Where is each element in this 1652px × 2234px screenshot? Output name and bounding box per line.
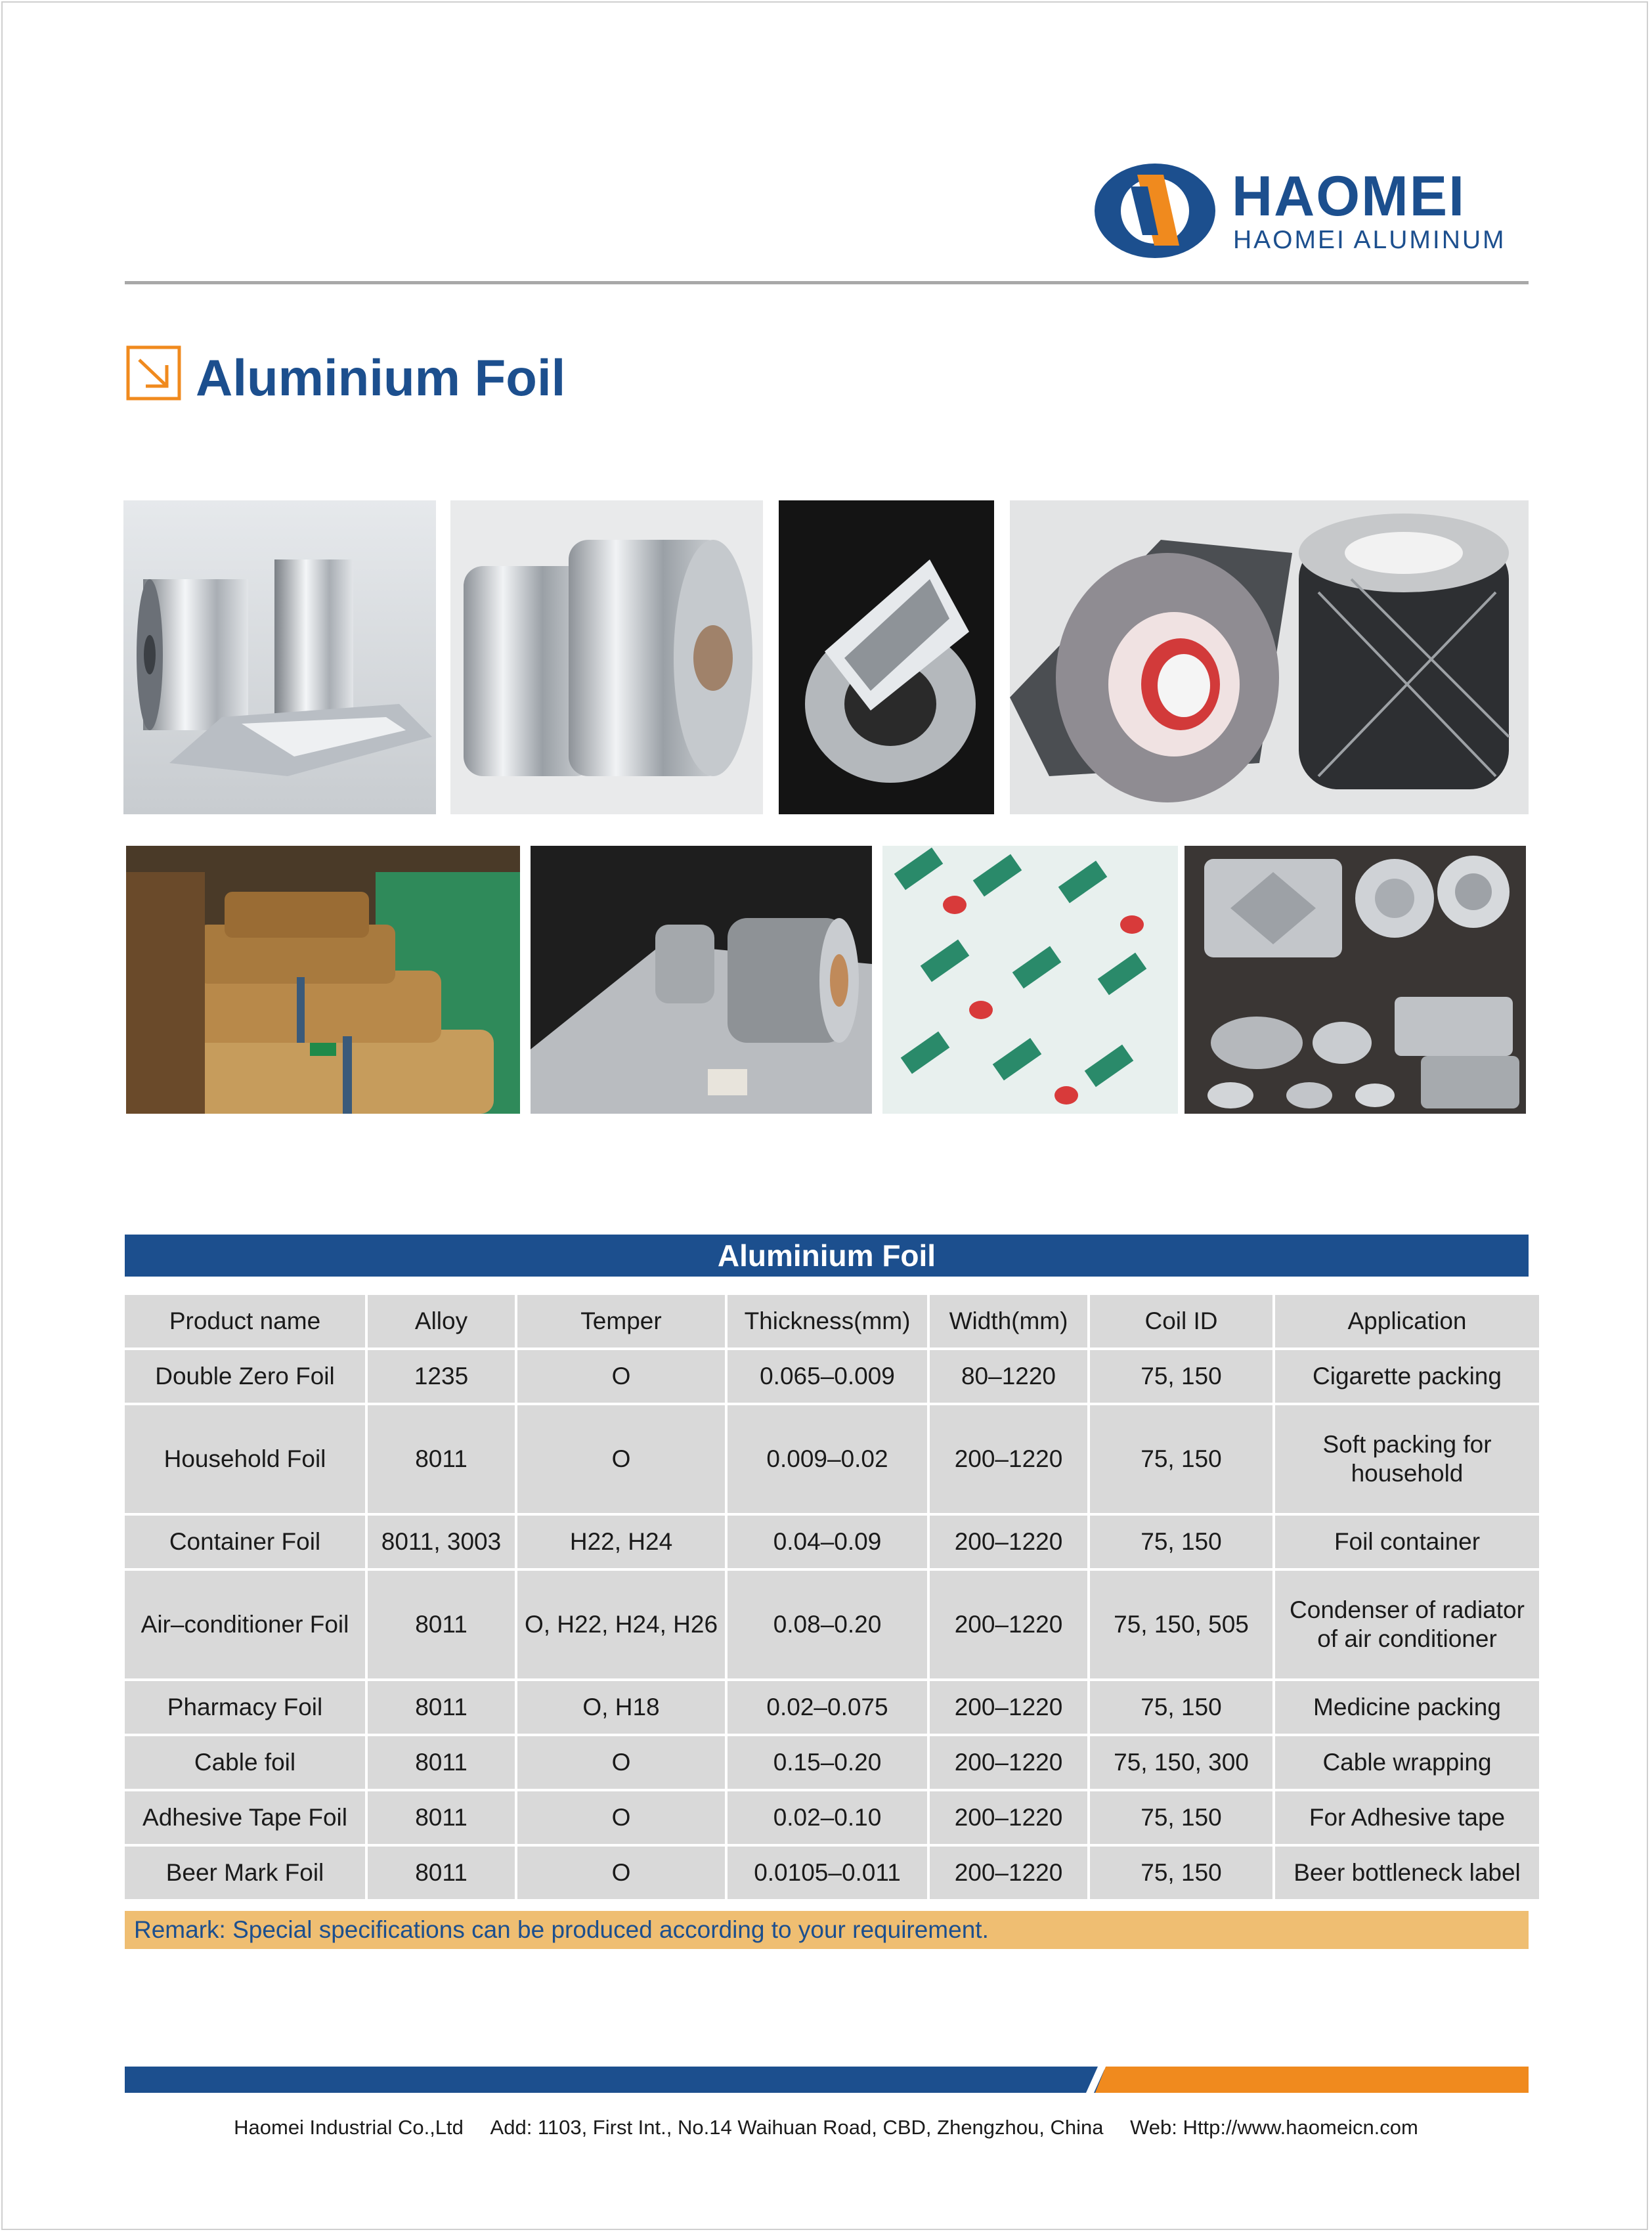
haomei-logo-icon bbox=[1093, 162, 1217, 260]
table-cell: 0.04–0.09 bbox=[728, 1516, 927, 1568]
table-row bbox=[125, 1516, 1539, 1568]
table-cell: 75, 150 bbox=[1090, 1350, 1272, 1403]
table-cell: 0.009–0.02 bbox=[728, 1405, 927, 1513]
table-cell: 200–1220 bbox=[930, 1736, 1087, 1789]
column-header: Application bbox=[1275, 1295, 1539, 1347]
pharmacy-foil-roll-photo bbox=[531, 846, 872, 1114]
foil-tape-roll-photo bbox=[779, 500, 994, 814]
table-cell: 75, 150 bbox=[1090, 1405, 1272, 1513]
table-remark bbox=[125, 1911, 1529, 1949]
footer-contact bbox=[0, 2116, 1652, 2139]
table-cell: Adhesive Tape Foil bbox=[125, 1791, 365, 1844]
table-row bbox=[125, 1791, 1539, 1844]
table-cell: 0.02–0.075 bbox=[728, 1681, 927, 1734]
table-row bbox=[125, 1681, 1539, 1734]
foil-roll-unwinding-photo bbox=[123, 500, 436, 814]
table-row bbox=[125, 1571, 1539, 1678]
remark-text: Remark: Special specifications can be produced according to your requirement. bbox=[134, 1916, 989, 1943]
table-cell: 75, 150 bbox=[1090, 1516, 1272, 1568]
table-cell: 0.02–0.10 bbox=[728, 1791, 927, 1844]
table-cell: Container Foil bbox=[125, 1516, 365, 1568]
table-cell: For Adhesive tape bbox=[1275, 1791, 1539, 1844]
table-row bbox=[125, 1350, 1539, 1403]
table-cell: Medicine packing bbox=[1275, 1681, 1539, 1734]
footer-web-link[interactable]: Web: Http://www.haomeicn.com bbox=[1130, 2116, 1418, 2139]
table-cell: Double Zero Foil bbox=[125, 1350, 365, 1403]
table-cell: 8011 bbox=[368, 1847, 515, 1899]
table-cell: H22, H24 bbox=[517, 1516, 725, 1568]
printed-foil-pattern-photo bbox=[882, 846, 1178, 1114]
table-cell: Soft packing for household bbox=[1275, 1405, 1539, 1513]
table-row bbox=[125, 1405, 1539, 1513]
table-cell: 0.065–0.009 bbox=[728, 1350, 927, 1403]
table-cell: 8011, 3003 bbox=[368, 1516, 515, 1568]
table-cell: 75, 150 bbox=[1090, 1681, 1272, 1734]
table-cell: 1235 bbox=[368, 1350, 515, 1403]
table-cell: Beer bottleneck label bbox=[1275, 1847, 1539, 1899]
table-cell: 0.08–0.20 bbox=[728, 1571, 927, 1678]
table-cell: O bbox=[517, 1405, 725, 1513]
table-cell: 200–1220 bbox=[930, 1571, 1087, 1678]
table-cell: Household Foil bbox=[125, 1405, 365, 1513]
table-cell: Cable wrapping bbox=[1275, 1736, 1539, 1789]
table-cell: 8011 bbox=[368, 1405, 515, 1513]
table-cell: 200–1220 bbox=[930, 1405, 1087, 1513]
table-cell: 8011 bbox=[368, 1681, 515, 1734]
column-header: Temper bbox=[517, 1295, 725, 1347]
table-cell: O bbox=[517, 1791, 725, 1844]
column-header: Alloy bbox=[368, 1295, 515, 1347]
table-cell: 0.15–0.20 bbox=[728, 1736, 927, 1789]
table-cell: O bbox=[517, 1847, 725, 1899]
table-cell: 75, 150, 300 bbox=[1090, 1736, 1272, 1789]
table-header-row bbox=[125, 1295, 1539, 1347]
footer-bar-orange bbox=[1095, 2067, 1529, 2093]
table-cell: 200–1220 bbox=[930, 1791, 1087, 1844]
table-cell: 8011 bbox=[368, 1736, 515, 1789]
table-cell: 75, 150, 505 bbox=[1090, 1571, 1272, 1678]
column-header: Coil ID bbox=[1090, 1295, 1272, 1347]
foil-coils-photo bbox=[450, 500, 763, 814]
column-header: Width(mm) bbox=[930, 1295, 1087, 1347]
table-cell: 200–1220 bbox=[930, 1847, 1087, 1899]
table-cell: 8011 bbox=[368, 1791, 515, 1844]
warehouse-foil-rolls-photo bbox=[126, 846, 520, 1114]
foil-tape-rolls-photo bbox=[1010, 500, 1529, 814]
table-row bbox=[125, 1847, 1539, 1899]
table-cell: 80–1220 bbox=[930, 1350, 1087, 1403]
table-cell: 200–1220 bbox=[930, 1681, 1087, 1734]
column-header: Product name bbox=[125, 1295, 365, 1347]
table-cell: Cigarette packing bbox=[1275, 1350, 1539, 1403]
table-cell: Beer Mark Foil bbox=[125, 1847, 365, 1899]
table-cell: O, H22, H24, H26 bbox=[517, 1571, 725, 1678]
table-cell: 75, 150 bbox=[1090, 1847, 1272, 1899]
table-cell: 8011 bbox=[368, 1571, 515, 1678]
foil-containers-photo bbox=[1185, 846, 1526, 1114]
column-header: Thickness(mm) bbox=[728, 1295, 927, 1347]
table-cell: O bbox=[517, 1350, 725, 1403]
table-cell: Foil container bbox=[1275, 1516, 1539, 1568]
table-cell: 0.0105–0.011 bbox=[728, 1847, 927, 1899]
table-cell: Condenser of radiator of air conditioner bbox=[1275, 1571, 1539, 1678]
footer-address: Add: 1103, First Int., No.14 Waihuan Road, CBD, Zhengzhou, China bbox=[490, 2116, 1104, 2139]
page-title: Aluminium Foil bbox=[196, 349, 566, 406]
table-cell: Pharmacy Foil bbox=[125, 1681, 365, 1734]
table-cell: Air–conditioner Foil bbox=[125, 1571, 365, 1678]
footer-bar-blue bbox=[125, 2067, 1104, 2093]
spec-table bbox=[122, 1292, 1542, 1902]
table-cell: Cable foil bbox=[125, 1736, 365, 1789]
footer-company: Haomei Industrial Co.,Ltd bbox=[234, 2116, 464, 2139]
arrow-down-right-icon bbox=[126, 345, 181, 401]
brand-tagline: HAOMEI ALUMINUM bbox=[1233, 226, 1506, 254]
table-row bbox=[125, 1736, 1539, 1789]
header-divider bbox=[125, 281, 1529, 284]
table-cell: 75, 150 bbox=[1090, 1791, 1272, 1844]
brand-name: HAOMEI bbox=[1232, 165, 1466, 228]
company-logo bbox=[1093, 162, 1532, 260]
table-cell: O bbox=[517, 1736, 725, 1789]
table-title: Aluminium Foil bbox=[125, 1235, 1529, 1277]
table-cell: O, H18 bbox=[517, 1681, 725, 1734]
table-cell: 200–1220 bbox=[930, 1516, 1087, 1568]
